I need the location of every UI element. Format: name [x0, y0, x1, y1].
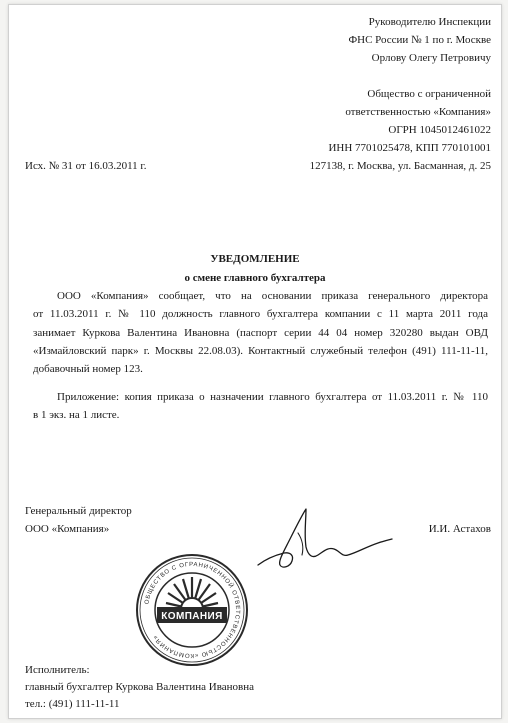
sender-line-1: Общество с ограниченной [367, 88, 491, 100]
attachment-line: в 1 экз. на 1 листе. [33, 409, 120, 421]
addressee-line-3: Орлову Олегу Петровичу [371, 52, 491, 64]
addressee-line-1: Руководителю Инспекции [368, 16, 491, 28]
handwritten-signature [254, 503, 394, 583]
body-line: от 11.03.2011 г. № 110 должность главного бухгалтера компании с 11 марта 2011 года [33, 308, 488, 320]
sender-inn-kpp: ИНН 7701025478, КПП 770101001 [328, 142, 491, 154]
document-page [8, 4, 502, 719]
company-stamp [135, 553, 249, 667]
outgoing-reference: Исх. № 31 от 16.03.2011 г. [25, 160, 147, 172]
body-line: добавочный номер 123. [33, 363, 143, 375]
svg-text:ОБЩЕСТВО С ОГРАНИЧЕННОЙ ОТВЕТС: ОБЩЕСТВО С ОГРАНИЧЕННОЙ ОТВЕТСТВЕННОСТЬЮ «КОМПАНИЯ» [144, 561, 241, 659]
signatory-company: ООО «Компания» [25, 523, 110, 535]
sender-line-2: ответственностью «Компания» [345, 106, 491, 118]
executor-name: главный бухгалтер Куркова Валентина Ивановна [25, 681, 255, 693]
executor-phone: тел.: (491) 111-11-11 [25, 698, 120, 710]
addressee-line-2: ФНС России № 1 по г. Москве [348, 34, 491, 46]
sender-address: 127138, г. Москва, ул. Басманная, д. 25 [309, 160, 491, 172]
executor-label: Исполнитель: [25, 664, 90, 676]
signatory-position: Генеральный директор [25, 505, 132, 517]
attachment-line: Приложение: копия приказа о назначении главного бухгалтера от 11.03.2011 г. № 110 [57, 391, 488, 403]
signatory-name: И.И. Астахов [428, 523, 491, 535]
sender-ogrn: ОГРН 1045012461022 [388, 124, 491, 136]
body-line: «Измайловский парк» г. Москвы 22.08.03). Контактный служебный телефон (491) 111-11-11, [33, 345, 488, 357]
body-line: занимает Куркова Валентина Ивановна (паспорт серии 44 04 номер 320280 выдан ОВД [33, 327, 488, 339]
document-title: УВЕДОМЛЕНИЕ [210, 253, 300, 265]
body-line: ООО «Компания» сообщает, что на основании приказа генерального директора [57, 290, 488, 302]
document-subtitle: о смене главного бухгалтера [184, 272, 326, 284]
stamp-center-text: КОМПАНИЯ [161, 611, 223, 622]
